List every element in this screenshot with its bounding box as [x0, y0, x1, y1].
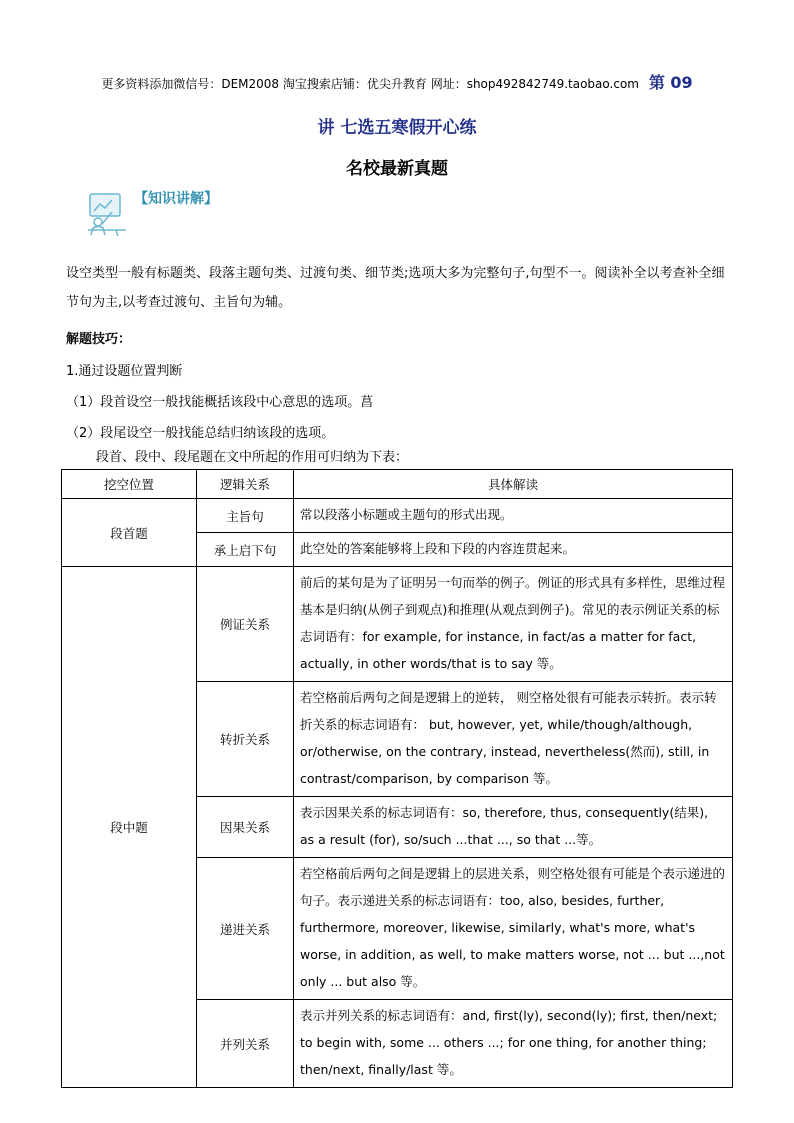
category-paragraph-middle: 段中题 — [62, 567, 197, 1088]
relation-cell: 因果关系 — [197, 797, 294, 858]
table-header-row — [62, 470, 733, 499]
teacher-whiteboard-icon — [86, 192, 128, 240]
detail-cell: 若空格前后两句之间是逻辑上的逆转， 则空格处很有可能表示转折。表示转折关系的标志词语有： but, however, yet, while/though/although, or/otherwise, on the contrary, instead, nevertheless(然而), still, in contrast/comparison, by comparison 等。 — [294, 682, 733, 797]
header-relation: 逻辑关系 — [197, 470, 294, 499]
detail-cell: 前后的某句是为了证明另一句而举的例子。例证的形式具有多样性，思维过程基本是归纳(从例子到观点)和推理(从观点到例子)。常见的表示例证关系的标志词语有：for example, for instance, in fact/as a matter for fact, actually, in other words/that is to say 等。 — [294, 567, 733, 682]
header-info: 更多资料添加微信号：DEM2008 淘宝搜索店铺：优尖升教育 网址：shop492842749.taobao.com — [101, 77, 639, 91]
relation-cell: 递进关系 — [197, 858, 294, 1000]
page-header — [0, 70, 794, 93]
category-paragraph-start: 段首题 — [62, 499, 197, 567]
knowledge-section-heading — [86, 188, 306, 238]
detail-cell: 此空处的答案能够将上段和下段的内容连贯起来。 — [294, 533, 733, 567]
page-title: 讲 七选五寒假开心练 — [317, 118, 477, 138]
detail-cell: 常以段落小标题或主题句的形式出现。 — [294, 499, 733, 533]
position-logic-table — [61, 469, 733, 1088]
detail-cell: 若空格前后两句之间是逻辑上的层进关系，则空格处很有可能是个表示递进的句子。表示递进关系的标志词语有：too, also, besides, further, furthermore, moreover, likewise, similarly, what's more, what's worse, in addition, as well, to make matters worse, not ... but ...,not only ... but also 等。 — [294, 858, 733, 1000]
relation-cell: 例证关系 — [197, 567, 294, 682]
page-subtitle: 名校最新真题 — [346, 159, 448, 179]
tips-heading: 解题技巧： — [66, 332, 132, 347]
knowledge-label: 【知识讲解】 — [134, 191, 218, 207]
table-row — [62, 499, 733, 533]
intro-paragraph: 设空类型一般有标题类、段落主题句类、过渡句类、细节类;选项大多为完整句子,句型不一。阅读补全以考查补全细节句为主,以考查过渡句、主旨句为辅。 — [66, 266, 725, 310]
relation-cell: 并列关系 — [197, 1000, 294, 1088]
table-row — [62, 567, 733, 682]
point-1: 1.通过设题位置判断 — [66, 364, 183, 379]
point-1-1: （1）段首设空一般找能概括该段中心意思的选项。菖 — [66, 395, 374, 410]
detail-cell: 表示因果关系的标志词语有：so, therefore, thus, consequently(结果), as a result (for), so/such ...that ..., so that ...等。 — [294, 797, 733, 858]
relation-cell: 承上启下句 — [197, 533, 294, 567]
point-1-2: （2）段尾设空一般找能总结归纳该段的选项。 — [66, 426, 335, 441]
relation-cell: 主旨句 — [197, 499, 294, 533]
table-intro: 段首、段中、段尾题在文中所起的作用可归纳为下表： — [96, 450, 409, 465]
lecture-number: 第 09 — [648, 73, 693, 92]
header-position: 挖空位置 — [62, 470, 197, 499]
detail-cell: 表示并列关系的标志词语有：and, first(ly), second(ly); first, then/next; to begin with, some ... others ...; for one thing, for another thing; then/next, finally/last 等。 — [294, 1000, 733, 1088]
relation-cell: 转折关系 — [197, 682, 294, 797]
header-detail: 具体解读 — [294, 470, 733, 499]
